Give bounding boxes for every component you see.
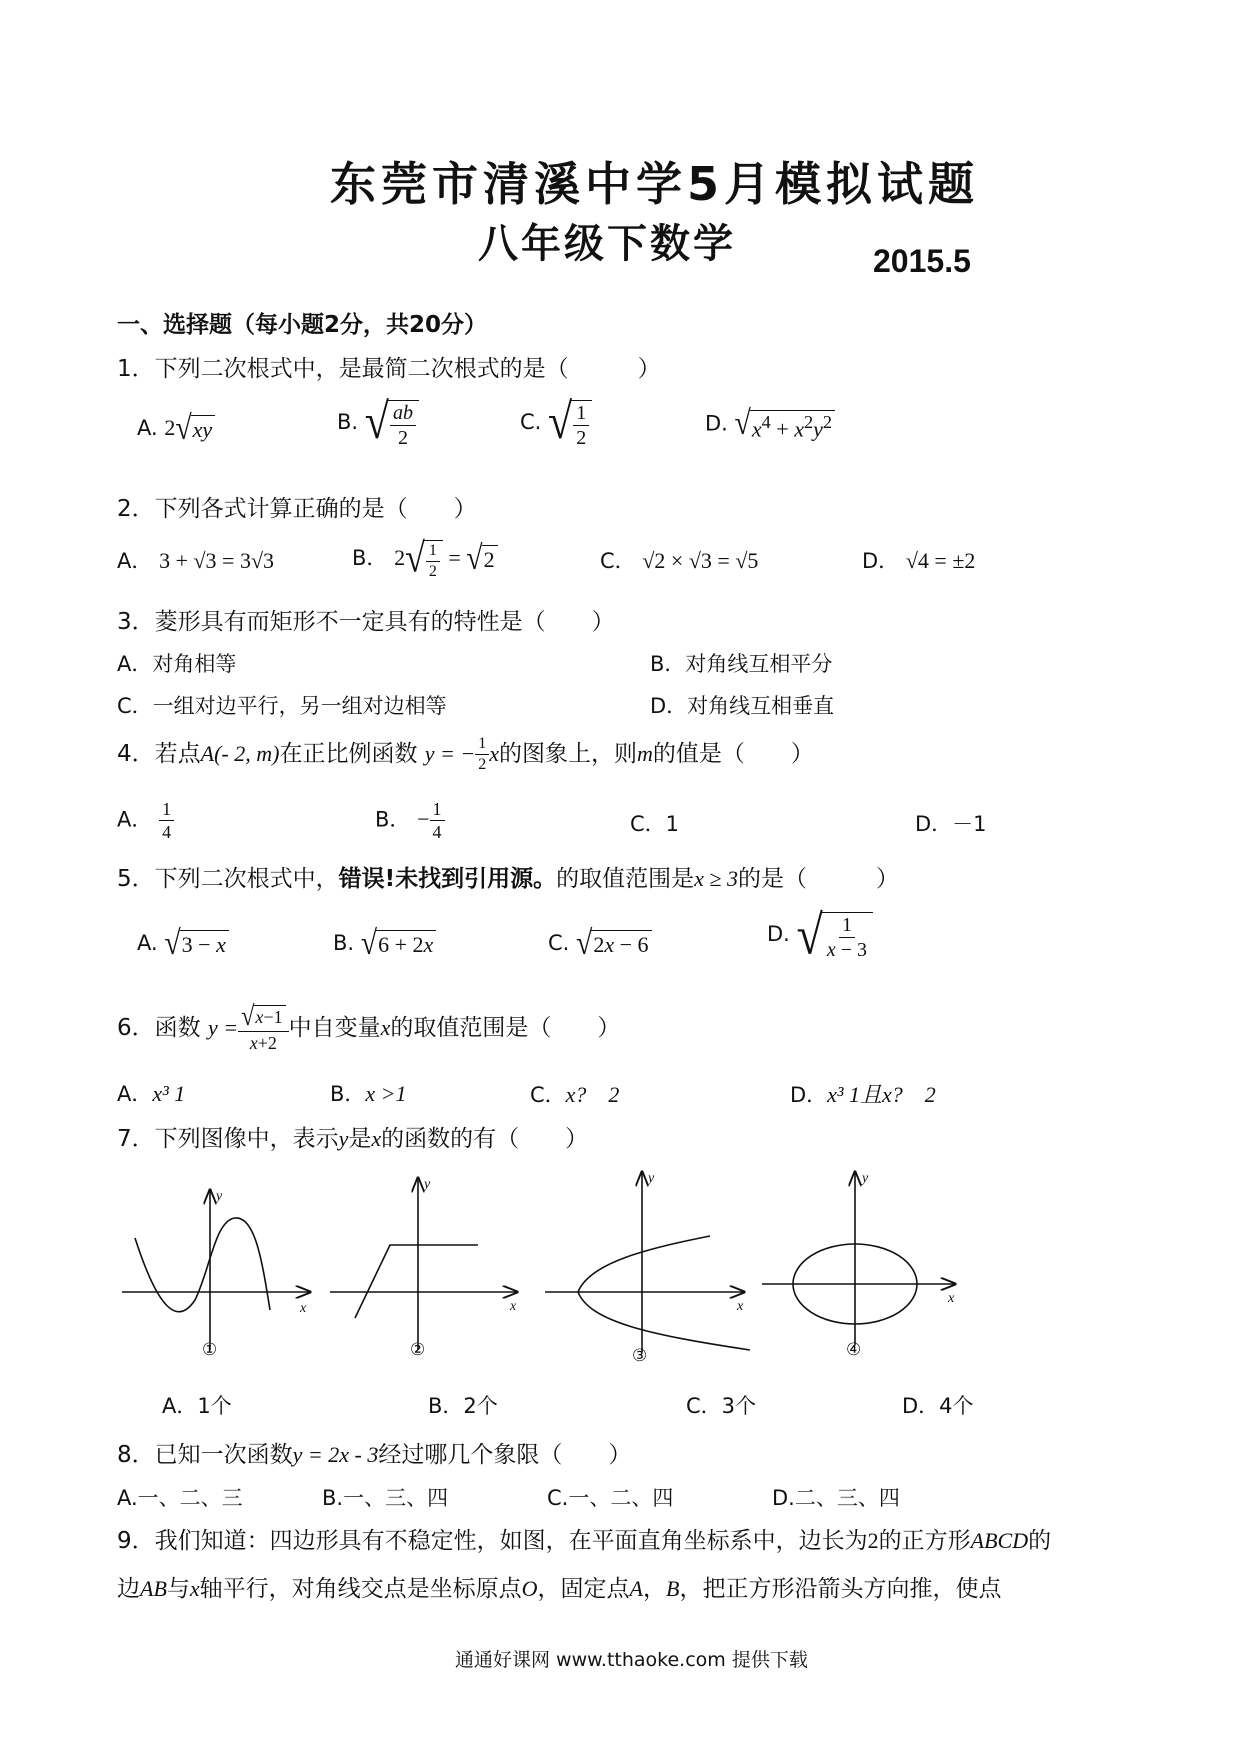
q4-option-b: B． − $\frac{1}{4}$ — [375, 800, 445, 841]
graph-2 — [330, 1178, 517, 1350]
q2-b-expr: 2 √ $\frac{1}{2}$ = √ 2 — [394, 545, 497, 570]
q2-option-a: A． 3 + √3 = 3√3 — [117, 548, 275, 573]
q1-option-a: A. 2 √ xy — [137, 415, 215, 445]
graph-4 — [762, 1172, 955, 1345]
q8-option-b: B.一、三、四 — [322, 1486, 449, 1510]
figure-label-3: ③ — [632, 1346, 648, 1366]
q1-option-d: D. √ $x^4 + x^2y^2$ — [705, 410, 835, 440]
q5-b-expr: √ 6 + 2x — [361, 930, 436, 955]
q4-option-c: C．1 — [630, 812, 680, 836]
q8-option-d: D.二、三、四 — [772, 1486, 900, 1510]
q2-option-c: C． √2 × √3 = √5 — [600, 548, 759, 573]
q6-option-a: A．x³ 1 — [117, 1081, 186, 1106]
q8-option-a: A.一、二、三 — [117, 1486, 243, 1510]
question-4-stem: 4．若点A(- 2, m)在正比例函数 y = − $\frac{1}{2}$ x的图象上，则m的值是（ ） — [117, 735, 814, 773]
q6-option-b: B．x >1 — [330, 1081, 407, 1106]
q7-option-a: A．1个 — [162, 1394, 232, 1418]
q3-option-b: B．对角线互相平分 — [650, 652, 833, 676]
question-5-stem: 5．下列二次根式中，错误!未找到引用源。的取值范围是x ≥ 3的是（ ） — [117, 866, 899, 892]
q1-d-expr: √ $x^4 + x^2y^2$ — [735, 410, 836, 435]
q1-c-expr: √ $\frac{1}{2}$ — [548, 409, 592, 434]
q1-option-b: B. √ $\frac{ab}{2}$ — [337, 400, 419, 448]
exam-date: 2015.5 — [873, 243, 971, 279]
footer-credit: 通通好课网 www.tthaoke.com 提供下载 — [455, 1649, 808, 1671]
q5-option-c: C. √ 2x − 6 — [548, 930, 652, 960]
svg-text:x: x — [948, 1291, 955, 1306]
question-8-stem: 8．已知一次函数y = 2x - 3经过哪几个象限（ ） — [117, 1442, 632, 1468]
q1-b-expr: √ $\frac{ab}{2}$ — [365, 409, 419, 434]
question-2-stem: 2．下列各式计算正确的是（ ） — [117, 496, 477, 522]
svg-text:x: x — [737, 1299, 744, 1314]
q5-c-expr: √ 2x − 6 — [576, 930, 651, 955]
page-subtitle: 八年级下数学 — [478, 221, 736, 267]
q3-option-a: A．对角相等 — [117, 652, 237, 676]
graph-3 — [545, 1172, 750, 1352]
q4-option-d: D．－1 — [915, 812, 987, 836]
error-reference: 错误!未找到引用源。 — [338, 866, 557, 892]
q5-option-b: B. √ 6 + 2x — [333, 930, 436, 960]
q5-a-expr: √ 3 − x — [164, 930, 228, 955]
svg-text:y: y — [862, 1171, 869, 1186]
q2-c-expr: √2 × √3 = √5 — [642, 548, 759, 573]
q7-option-c: C．3个 — [686, 1394, 757, 1418]
q6-option-d: D．x³ 1且x? 2 — [790, 1082, 936, 1107]
q4-option-a: A． $\frac{1}{4}$ — [117, 800, 174, 841]
svg-text:y: y — [424, 1177, 431, 1192]
page-title: 东莞市清溪中学5月模拟试题 — [330, 157, 980, 211]
figure-label-4: ④ — [846, 1340, 862, 1360]
question-9-line-2: 边AB与x轴平行，对角线交点是坐标原点O，固定点A，B，把正方形沿箭头方向推，使点 — [117, 1576, 1002, 1602]
svg-text:x: x — [300, 1301, 307, 1316]
q2-option-b: B． 2 √ $\frac{1}{2}$ = √ 2 — [352, 540, 498, 580]
q5-option-d: D. √ $\frac{1}{x - 3}$ — [767, 912, 873, 960]
question-1-stem: 1．下列二次根式中，是最简二次根式的是（ ） — [117, 356, 661, 382]
q7-option-b: B．2个 — [428, 1394, 498, 1418]
q2-option-d: D． √4 = ±2 — [862, 548, 976, 573]
q6-option-c: C．x? 2 — [530, 1082, 620, 1107]
q2-d-expr: √4 = ±2 — [905, 548, 976, 573]
q5-option-a: A. √ 3 − x — [137, 930, 229, 960]
q2-a-expr: 3 + √3 = 3√3 — [159, 548, 275, 573]
q5-d-expr: √ $\frac{1}{x - 3}$ — [797, 921, 874, 946]
q7-option-d: D．4个 — [902, 1394, 974, 1418]
question-9-line-1: 9．我们知道：四边形具有不稳定性，如图，在平面直角坐标系中，边长为2的正方形ABCD的 — [117, 1528, 1052, 1554]
question-3-stem: 3．菱形具有而矩形不一定具有的特性是（ ） — [117, 609, 615, 635]
q3-option-c: C．一组对边平行，另一组对边相等 — [117, 694, 447, 718]
figure-label-2: ② — [410, 1340, 426, 1360]
q1-option-c: C. √ $\frac{1}{2}$ — [520, 400, 592, 448]
question-7-stem: 7．下列图像中，表示y是x的函数的有（ ） — [117, 1126, 589, 1152]
graph-1 — [122, 1190, 310, 1350]
question-6-stem: 6．函数 y = √ x−1 x+2 中自变量x的取值范围是（ ） — [117, 1000, 621, 1054]
q3-option-d: D．对角线互相垂直 — [650, 694, 835, 718]
figure-label-1: ① — [202, 1340, 218, 1360]
q8-option-c: C.一、二、四 — [547, 1486, 674, 1510]
q1-a-expr: 2 √ xy — [164, 415, 215, 440]
svg-text:x: x — [510, 1299, 517, 1314]
svg-text:y: y — [216, 1189, 223, 1204]
q7-figures — [0, 1160, 1240, 1360]
svg-text:y: y — [648, 1171, 655, 1186]
section-heading: 一、选择题（每小题2分，共20分） — [117, 312, 488, 338]
